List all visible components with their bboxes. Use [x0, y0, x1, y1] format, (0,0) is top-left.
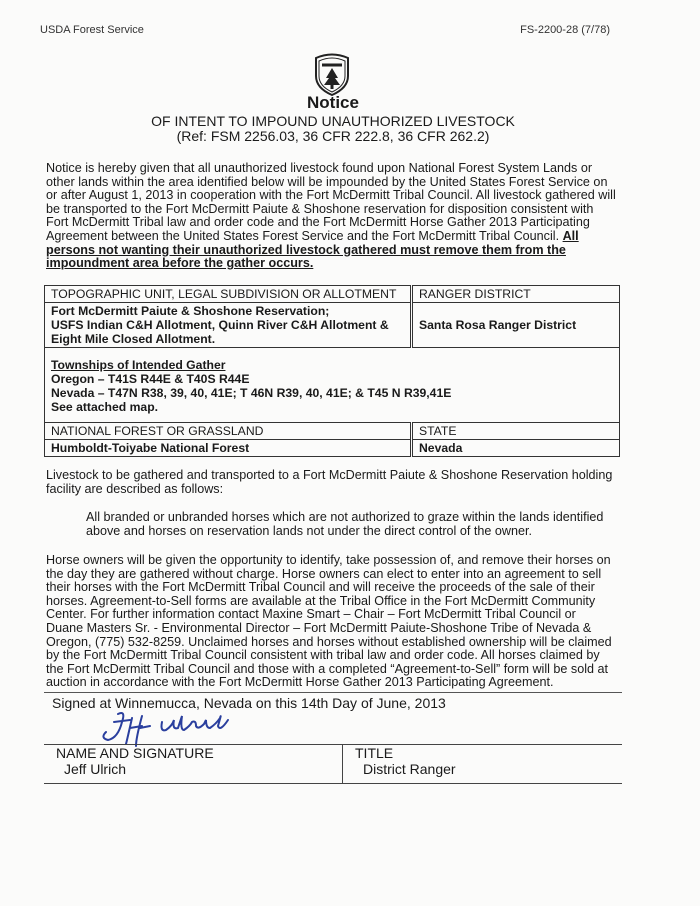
name-value: Jeff Ulrich [64, 761, 126, 777]
unit-line: Eight Mile Closed Allotment. [51, 332, 216, 346]
divider [44, 692, 622, 693]
unit-line: USFS Indian C&H Allotment, Quinn River C&H Allotment & [51, 318, 389, 332]
livestock-description: All branded or unbranded horses which are not authorized to graze within the lands identified above and horses on reservation lands not under the direct control of the owner. [86, 510, 604, 538]
intro-emphasis: All persons not wanting their unauthorized livestock gathered must remove them from the impoundment area before the gather occurs. [46, 228, 579, 271]
title-cell [343, 745, 623, 784]
intro-paragraph [46, 162, 616, 271]
name-header: NAME AND SIGNATURE [56, 745, 214, 761]
forest-value: Humboldt-Toiyabe National Forest [45, 440, 412, 457]
signature-table [44, 744, 622, 784]
agency-header: USDA Forest Service [40, 24, 144, 36]
townships-nevada: Nevada – T47N R38, 39, 40, 41E; T 46N R39, 40, 41E; & T45 N R39,41E [51, 386, 452, 400]
townships-oregon: Oregon – T41S R44E & T40S R44E [51, 372, 250, 386]
district-value: Santa Rosa Ranger District [412, 303, 620, 348]
unit-line: Fort McDermitt Paiute & Shoshone Reservation; [51, 304, 330, 318]
livestock-intro: Livestock to be gathered and transported to a Fort McDermitt Paiute & Shoshone Reservation holding facility are described as follows: [46, 468, 613, 496]
allotment-table [44, 285, 620, 457]
handwritten-signature [96, 708, 256, 748]
forest-header: NATIONAL FOREST OR GRASSLAND [45, 423, 412, 440]
intro-text: Notice is hereby given that all unauthorized livestock found upon National Forest System Lands or other lands within the area identified below will be impounded by the United States Forest Service on or after August 1, 2013 in cooperation with the Fort McDermitt Tribal Council. All livestock gathered will be transported to the Fort McDermitt Paiute & Shoshone reservation for disposition consistent with Fort McDermitt Tribal law and order code and the Fort McDermitt Horse Gather 2013 Participating Agreement between the United States Forest Service and the Fort McDermitt Tribal Council. [46, 161, 616, 243]
signed-line: Signed at Winnemucca, Nevada on this 14th Day of June, 2013 [52, 695, 446, 711]
name-cell [44, 745, 343, 784]
notice-subtitle: OF INTENT TO IMPOUND UNAUTHORIZED LIVESTOCK [151, 113, 515, 129]
townships-title: Townships of Intended Gather [51, 358, 226, 372]
state-header: STATE [412, 423, 620, 440]
unit-value [45, 303, 412, 348]
district-header: RANGER DISTRICT [412, 286, 620, 303]
notice-title: Notice [307, 93, 359, 112]
title-header: TITLE [355, 745, 394, 761]
townships-cell [45, 348, 620, 423]
state-value: Nevada [412, 440, 620, 457]
unit-header: TOPOGRAPHIC UNIT, LEGAL SUBDIVISION OR ALLOTMENT [45, 286, 412, 303]
townships-map: See attached map. [51, 400, 159, 414]
regulation-reference: (Ref: FSM 2256.03, 36 CFR 222.8, 36 CFR 262.2) [176, 128, 490, 144]
owners-paragraph: Horse owners will be given the opportunity to identify, take possession of, and remove their horses on the day they are gathered without charge. Horse owners can elect to enter into an agreement to sell their horses with the Fort McDermitt Tribal Council and will receive the proceeds of the sale of their horses. Agreement-to-Sell forms are available at the Tribal Office in the Fort McDermitt Community Center. For further information contact Maxine Smart – Chair – Fort McDermitt Tribal Council or Duane Masters Sr. - Environmental Director – Fort McDermitt Paiute-Shoshone Tribe of Nevada & Oregon, (775) 532-8259. Unclaimed horses and horses without established ownership will be claimed by the Fort McDermitt Tribal Council consistent with tribal law and order code. All horses claimed by the Fort McDermitt Tribal Council and those with a completed “Agreement-to-Sell” form will be sold at auction in accordance with the Fort McDermitt Horse Gather 2013 Participating Agreement. [46, 553, 612, 690]
form-number: FS-2200-28 (7/78) [520, 24, 610, 36]
title-value: District Ranger [363, 761, 456, 777]
forest-service-shield-icon [312, 52, 352, 96]
